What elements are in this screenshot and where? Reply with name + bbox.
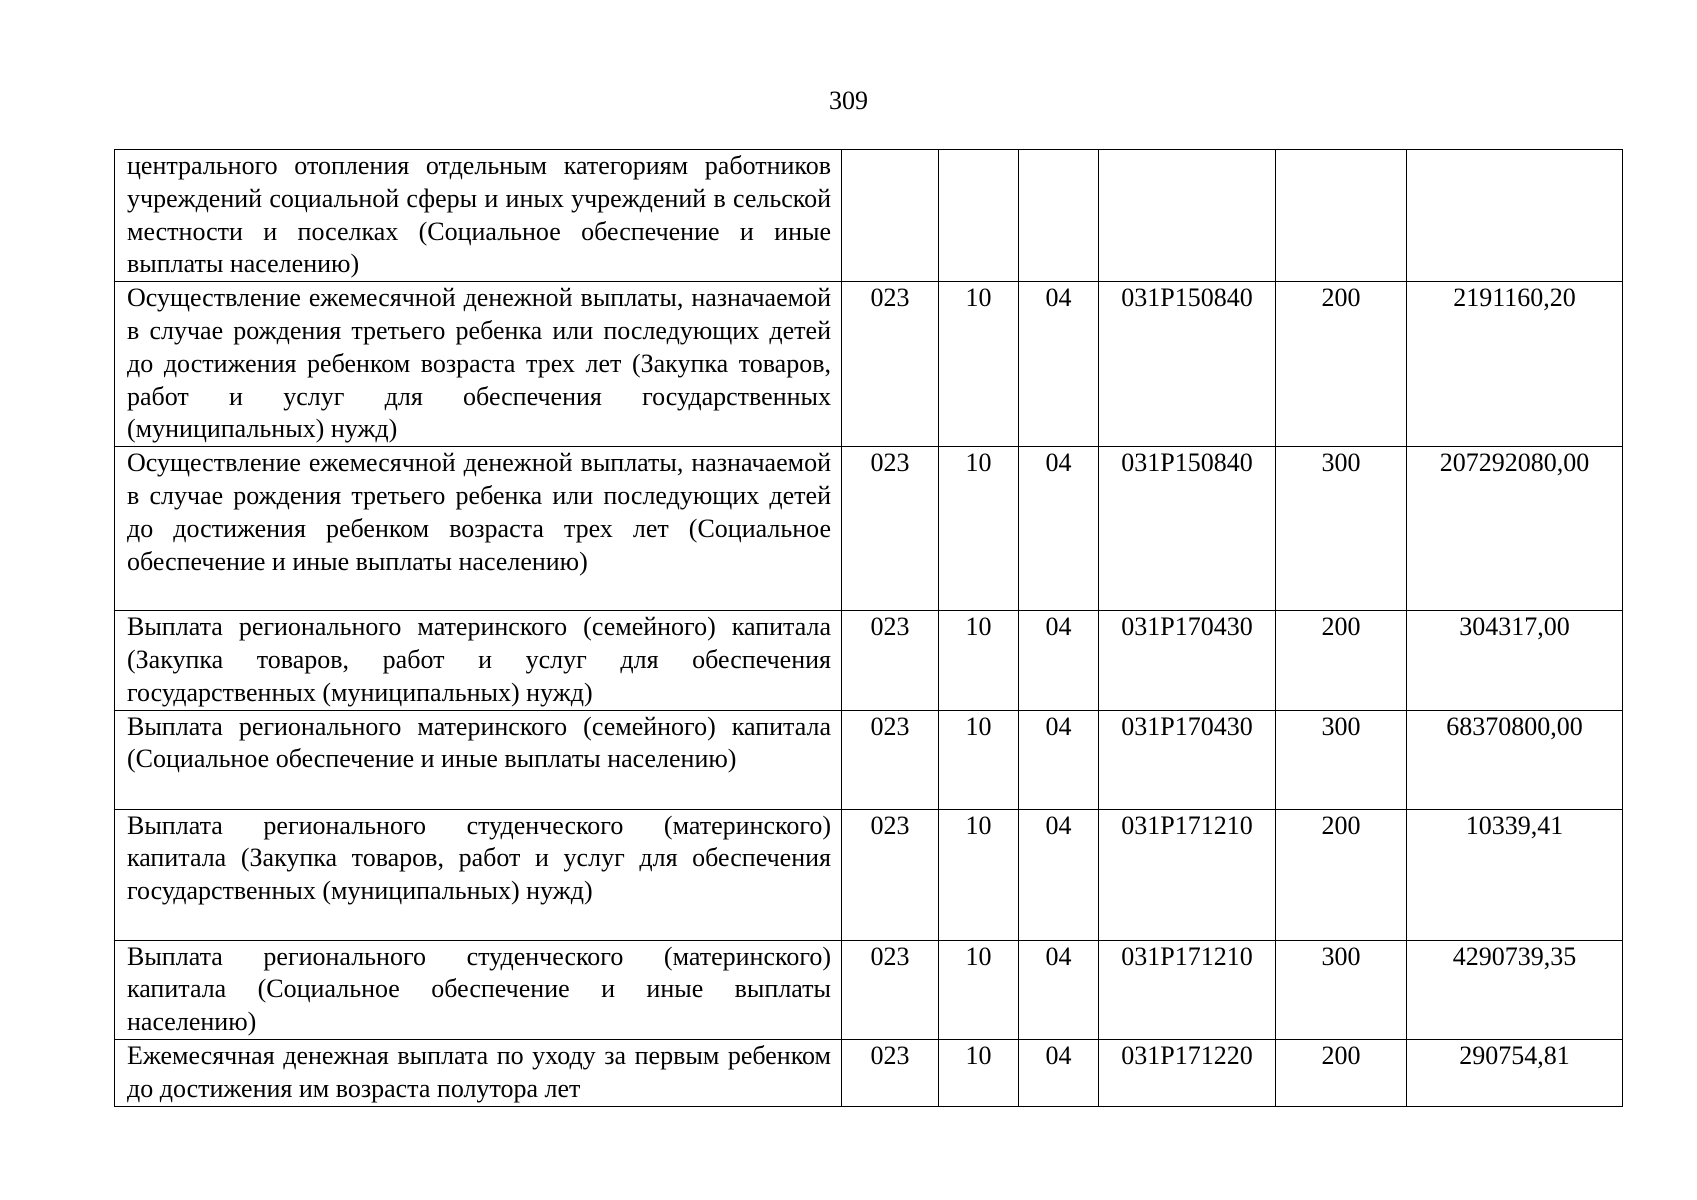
ministry-code: 023 — [842, 710, 939, 809]
expense-type-code — [1276, 150, 1407, 282]
row-description: Выплата регионального студенческого (материнского) капитала (Закупка товаров, работ и услуг для обеспечения государственных (муниципальных) нужд) — [115, 809, 842, 940]
target-article-code: 031P170430 — [1099, 611, 1276, 710]
subsection-code: 04 — [1019, 447, 1099, 611]
table-row — [115, 809, 1623, 940]
ministry-code: 023 — [842, 1039, 939, 1106]
table-row — [115, 447, 1623, 611]
section-code: 10 — [939, 282, 1019, 447]
row-description: центрального отопления отдельным категориям работников учреждений социальной сферы и иных учреждений в сельской местности и поселках (Социальное обеспечение и иные выплаты населению) — [115, 150, 842, 282]
subsection-code: 04 — [1019, 282, 1099, 447]
subsection-code: 04 — [1019, 710, 1099, 809]
target-article-code: 031P150840 — [1099, 282, 1276, 447]
row-description: Ежемесячная денежная выплата по уходу за первым ребенком до достижения им возраста полутора лет — [115, 1039, 842, 1106]
expense-type-code: 200 — [1276, 282, 1407, 447]
subsection-code: 04 — [1019, 940, 1099, 1039]
budget-table — [114, 149, 1623, 1107]
section-code: 10 — [939, 940, 1019, 1039]
row-description: Выплата регионального материнского (семейного) капитала (Закупка товаров, работ и услуг для обеспечения государственных (муниципальных) нужд) — [115, 611, 842, 710]
subsection-code — [1019, 150, 1099, 282]
target-article-code: 031P171210 — [1099, 809, 1276, 940]
amount-value: 290754,81 — [1407, 1039, 1623, 1106]
table-row — [115, 710, 1623, 809]
amount-value: 4290739,35 — [1407, 940, 1623, 1039]
table-row — [115, 940, 1623, 1039]
row-description: Выплата регионального студенческого (материнского) капитала (Социальное обеспечение и иные выплаты населению) — [115, 940, 842, 1039]
target-article-code: 031P171220 — [1099, 1039, 1276, 1106]
expense-type-code: 300 — [1276, 447, 1407, 611]
expense-type-code: 300 — [1276, 940, 1407, 1039]
row-description: Осуществление ежемесячной денежной выплаты, назначаемой в случае рождения третьего ребенка или последующих детей до достижения ребенком возраста трех лет (Закупка товаров, работ и услуг для обеспечения государственных (муниципальных) нужд) — [115, 282, 842, 447]
subsection-code: 04 — [1019, 809, 1099, 940]
section-code: 10 — [939, 447, 1019, 611]
target-article-code: 031P170430 — [1099, 710, 1276, 809]
subsection-code: 04 — [1019, 1039, 1099, 1106]
expense-type-code: 200 — [1276, 809, 1407, 940]
amount-value: 68370800,00 — [1407, 710, 1623, 809]
table-row — [115, 282, 1623, 447]
section-code: 10 — [939, 611, 1019, 710]
section-code: 10 — [939, 710, 1019, 809]
amount-value — [1407, 150, 1623, 282]
target-article-code — [1099, 150, 1276, 282]
target-article-code: 031P150840 — [1099, 447, 1276, 611]
amount-value: 304317,00 — [1407, 611, 1623, 710]
table-row — [115, 150, 1623, 282]
table-row — [115, 1039, 1623, 1106]
ministry-code: 023 — [842, 809, 939, 940]
amount-value: 2191160,20 — [1407, 282, 1623, 447]
ministry-code — [842, 150, 939, 282]
row-description: Выплата регионального материнского (семейного) капитала (Социальное обеспечение и иные выплаты населению) — [115, 710, 842, 809]
ministry-code: 023 — [842, 447, 939, 611]
target-article-code: 031P171210 — [1099, 940, 1276, 1039]
section-code — [939, 150, 1019, 282]
ministry-code: 023 — [842, 940, 939, 1039]
subsection-code: 04 — [1019, 611, 1099, 710]
expense-type-code: 200 — [1276, 1039, 1407, 1106]
expense-type-code: 300 — [1276, 710, 1407, 809]
section-code: 10 — [939, 1039, 1019, 1106]
ministry-code: 023 — [842, 282, 939, 447]
section-code: 10 — [939, 809, 1019, 940]
ministry-code: 023 — [842, 611, 939, 710]
amount-value: 10339,41 — [1407, 809, 1623, 940]
row-description: Осуществление ежемесячной денежной выплаты, назначаемой в случае рождения третьего ребенка или последующих детей до достижения ребенком возраста трех лет (Социальное обеспечение и иные выплаты населению) — [115, 447, 842, 611]
page-number: 309 — [829, 86, 868, 115]
amount-value: 207292080,00 — [1407, 447, 1623, 611]
expense-type-code: 200 — [1276, 611, 1407, 710]
table-row — [115, 611, 1623, 710]
